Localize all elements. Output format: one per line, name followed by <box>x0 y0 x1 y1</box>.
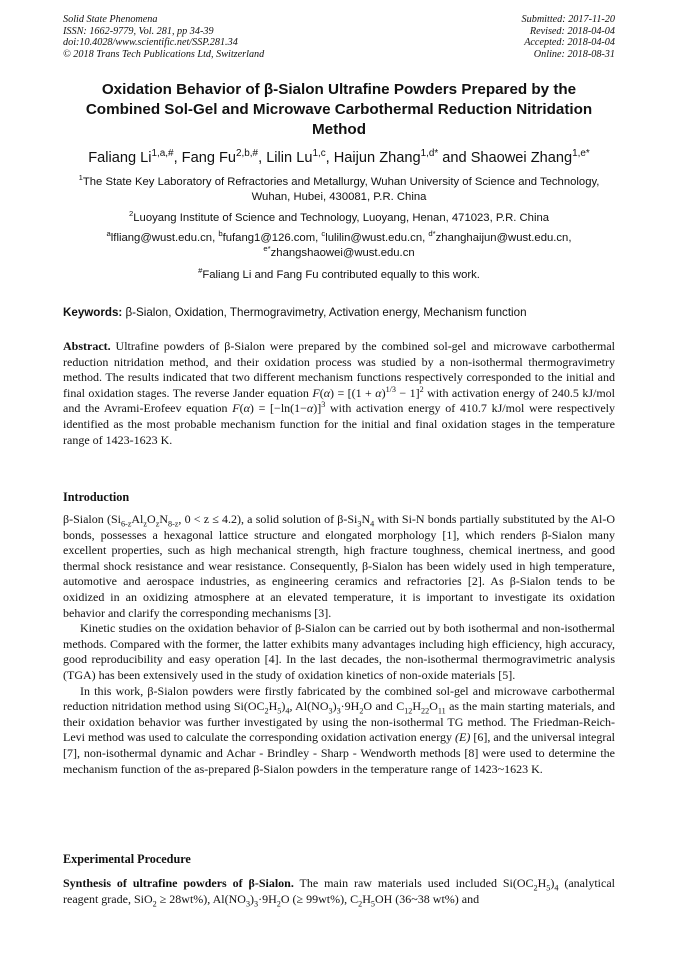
paper-title: Oxidation Behavior of β-Sialon Ultrafine Powders Prepared by the Combined Sol-Gel and Microwave Carbothermal Reduction Nitridation Method <box>85 81 593 138</box>
revised-date: Revised: 2018-04-04 <box>529 25 615 37</box>
abstract: Abstract. Ultrafine powders of β-Sialon were prepared by the combined sol-gel and microwave carbothermal reduction nitridation method, and their oxidation process was studied by a non-isothermal thermogravimetry method. The results indicated that two different mechanism functions respectively corresponded to the initial and final oxidation stages. The reverse Jander equation $F(\alpha) = [(1 + \alpha)^{1/3} - 1]^2$ with activation energy of 240.5 kJ/mol and the Avrami-Erofeev equation $F(\alpha) = [-\ln(1-\alpha)]^3$ with activation energy of 410.7 kJ/mol were respectively identified as the most probable mechanism function for the initial and final oxidation stages in the temperature range of 1423-1623 K. <box>63 339 616 447</box>
section-heading-introduction: Introduction <box>63 490 130 504</box>
author-affiliation-mark: 1,e* <box>572 148 590 160</box>
author-affiliation-mark: 1,c <box>312 148 326 160</box>
equal-contribution-note: #Faliang Li and Fang Fu contributed equally to this work. <box>198 266 480 281</box>
author-affiliation-mark: 1,d* <box>420 148 439 160</box>
email-link[interactable]: lfliang@wust.edu.cn, <box>110 232 219 244</box>
doi: doi:10.4028/www.scientific.net/SSP.281.34 <box>63 37 238 49</box>
author: Faliang Li <box>88 150 152 166</box>
journal-name: Solid State Phenomena <box>63 14 158 25</box>
email-link[interactable]: lulilin@wust.edu.cn, <box>325 232 429 244</box>
author: Fang Fu <box>181 150 237 166</box>
journal-header-left <box>63 14 264 60</box>
author: Haijun Zhang <box>333 150 421 166</box>
introduction-section <box>63 512 615 777</box>
keywords-label: Keywords: <box>63 306 123 319</box>
section-heading-experimental: Experimental Procedure <box>63 852 191 866</box>
paragraph: In this work, β-Sialon powders were firstly fabricated by the combined sol-gel and microwave carbothermal reduction nitridation method using $Si(OC_2H_5)_4$, $Al(NO_3)_3\cdot 9H_2O$ and $C_{12}H_{22}O_{11}$ as the main starting materials, and their oxidation behavior was further investigated by using the non-isothermal TG method. The Friedman-Reich-Levi method was used to calculate the corresponding oxidation activation energy (E) [6], and the universal integral [7], non-isothermal dynamic and Achar - Brindley - Sharp - Wendworth methods [8] were used to determine the mechanism function of the as-prepared β-Sialon powders in the temperature range of 1423~1623 K. <box>63 683 616 776</box>
paragraph: Synthesis of ultrafine powders of β-Sialon. The main raw materials used included $Si(OC_2H_5)_4$ (analytical reagent grade, SiO$_2$ ≥ 28wt%), $Al(NO_3)_3\cdot 9H_2O$ (≥ 99wt%), $C_2H_5OH$ (36~38 wt%) and <box>63 876 615 908</box>
author-affiliation-mark: 1,a,# <box>151 148 174 160</box>
affiliation-1: $^1$The State Key Laboratory of Refractories and Metallurgy, Wuhan University of Science and Technology, Wuhan, Hubei, 430081, P.R. China <box>78 173 600 203</box>
email-link[interactable]: zhangshaowei@wust.edu.cn <box>270 247 415 259</box>
paragraph: β-Sialon ($Si_{6-z}Al_zO_zN_{8-z}$, 0 < z ≤ 4.2), a solid solution of $\beta-Si_3N_4$ with Si-N bonds partially substituted by the Al-O bonds, possesses a hexagonal lattice structure and elongated morphology [1], which renders β-Sialon many excellent properties, such as high mechanical strength, high fracture toughness, chemical inertness, and good thermal shock resistance and wear resistance. Consequently, β-Sialon has been widely used in high temperature, automotive and aerospace industries, as engineering ceramics and refractories [2]. As β-Sialon tends to be oxidized in an oxidizing atmosphere at an elevated temperature, it is important to investigate its oxidation behavior and clarify the corresponding mechanisms [3]. <box>63 512 615 620</box>
keywords-text: β-Sialon, Oxidation, Thermogravimetry, Activation energy, Mechanism function <box>122 306 527 319</box>
email-link[interactable]: zhanghaijun@wust.edu.cn, <box>435 232 572 244</box>
journal-header-right <box>522 14 615 60</box>
email-link[interactable]: fufang1@126.com, <box>222 232 322 244</box>
subsection-heading: Synthesis of ultrafine powders of β-Sialon. <box>63 876 294 890</box>
author: Lilin Lu <box>266 150 313 166</box>
paragraph: Kinetic studies on the oxidation behavior of β-Sialon can be carried out by both isothermal and non-isothermal methods. Compared with the former, the latter exhibits many advantages including high efficiency, high accuracy, good reproducibility and easy operation [4]. In the last decades, the non-isothermal thermogravimetric analysis (TGA) has been extensively used in the study of oxidation kinetics of non-oxide materials [5]. <box>63 621 615 682</box>
copyright: © 2018 Trans Tech Publications Ltd, Switzerland <box>63 48 265 60</box>
author-affiliation-mark: 2,b,# <box>236 148 259 160</box>
issn: ISSN: 1662-9779, Vol. 281, pp 34-39 <box>63 25 214 37</box>
submitted-date: Submitted: 2017-11-20 <box>521 14 615 25</box>
online-date: Online: 2018-08-31 <box>533 48 615 60</box>
experimental-section <box>63 876 615 907</box>
author-emails: $^a$lfliang@wust.edu.cn, $^b$fufang1@126.com, $^c$lulilin@wust.edu.cn, $^{d*}$zhanghaijun@wust.edu.cn, $^{e*}$zhangshaowei@wust.edu.cn <box>106 229 572 259</box>
keywords <box>63 305 615 320</box>
affiliation-2: $^2$Luoyang Institute of Science and Technology, Luoyang, Henan, 471023, P.R. China <box>128 209 550 224</box>
accepted-date: Accepted: 2018-04-04 <box>524 37 615 49</box>
abstract-label: Abstract. <box>63 339 111 353</box>
author-list: Faliang $Li^{1,a,\#}$, Fang $Fu^{2,b,\#}$, Lilin Lu$^{1,c}$, Haijun Zhang$^{1,d*}$ and Shaowei Zhang$^{1,e*}$ <box>88 148 590 166</box>
author: Shaowei Zhang <box>470 150 573 166</box>
